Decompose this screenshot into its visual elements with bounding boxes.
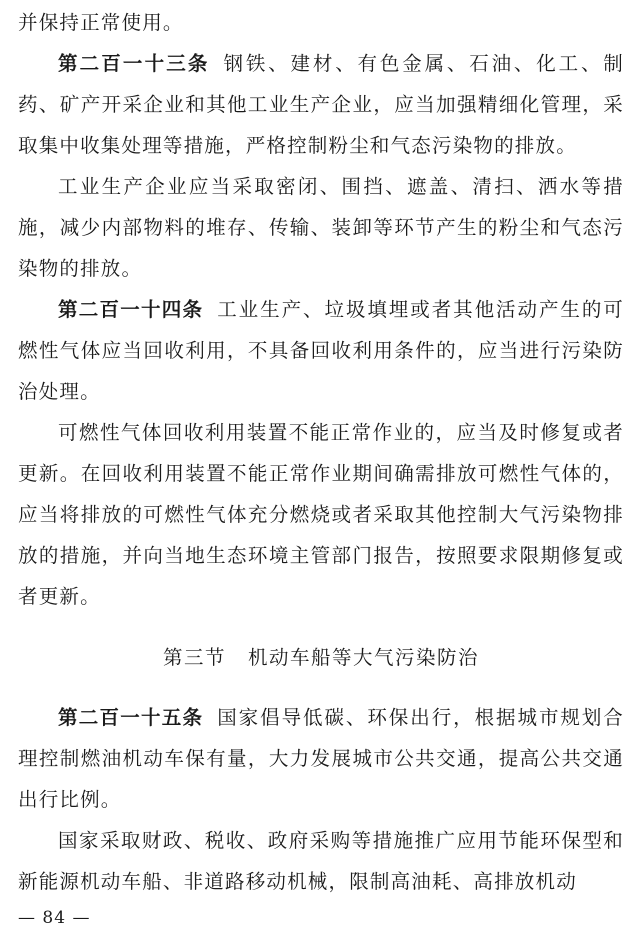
article-214 xyxy=(18,289,624,412)
section-number: 第三节 xyxy=(162,646,226,669)
paragraph-continuation: 并保持正常使用。 xyxy=(18,11,184,34)
article-text: 国家倡导低碳、环保出行，根据城市规划合理控制燃油机动车保有量，大力发展城市公共交通，提高公共交通出行比例。 xyxy=(18,706,624,811)
paragraph-215-second: 国家采取财政、税收、政府采购等措施推广应用节能环保型和新能源机动车船、非道路移动机械，限制高油耗、高排放机动 xyxy=(18,829,624,893)
paragraph-213-second: 工业生产企业应当采取密闭、围挡、遮盖、清扫、洒水等措施，减少内部物料的堆存、传输、装卸等环节产生的粉尘和气态污染物的排放。 xyxy=(18,175,624,280)
article-label: 第二百一十五条 xyxy=(58,706,204,729)
paragraph-214-second: 可燃性气体回收利用装置不能正常作业的，应当及时修复或者更新。在回收利用装置不能正常作业期间确需排放可燃性气体的，应当将排放的可燃性气体充分燃烧或者采取其他控制大气污染物排放的措施，并向当地生态环境主管部门报告，按照要求限期修复或者更新。 xyxy=(18,421,624,608)
section-title: 机动车船等大气污染防治 xyxy=(248,646,480,669)
document-page xyxy=(18,0,624,902)
article-label: 第二百一十三条 xyxy=(58,52,210,75)
page-number: — 84 — xyxy=(18,908,91,928)
article-text: 钢铁、建材、有色金属、石油、化工、制药、矿产开采企业和其他工业生产企业，应当加强精细化管理，采取集中收集处理等措施，严格控制粉尘和气态污染物的排放。 xyxy=(18,52,624,157)
article-label: 第二百一十四条 xyxy=(58,298,204,321)
section-heading xyxy=(18,637,624,678)
article-215 xyxy=(18,697,624,820)
article-text: 工业生产、垃圾填埋或者其他活动产生的可燃性气体应当回收利用，不具备回收利用条件的，应当进行污染防治处理。 xyxy=(18,298,624,403)
article-213 xyxy=(18,43,624,166)
